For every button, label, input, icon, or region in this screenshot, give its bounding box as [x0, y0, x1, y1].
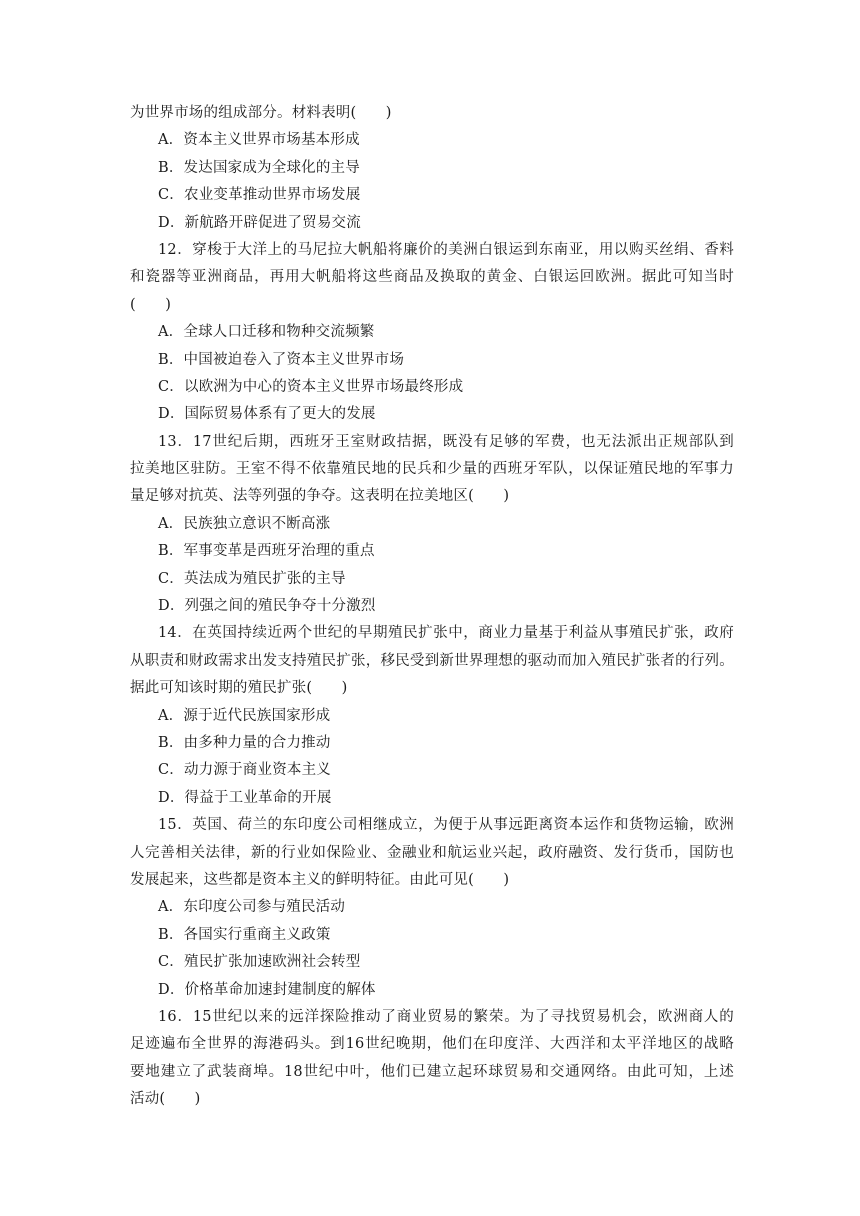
question-13-option-a: A．民族独立意识不断高涨 — [158, 515, 331, 532]
question-12-option-b: B．中国被迫卷入了资本主义世界市场 — [158, 351, 405, 368]
question-14-option-c: C．动力源于商业资本主义 — [158, 762, 331, 779]
question-12-option-c: C．以欧洲为中心的资本主义世界市场最终形成 — [158, 378, 464, 395]
question-13 — [130, 429, 734, 621]
question-13-stem-line-2: 拉美地区驻防。王室不得不依靠殖民地的民兵和少量的西班牙军队，以保证殖民地的军事力 — [130, 461, 734, 478]
question-15-option-d: D．价格革命加速封建制度的解体 — [158, 981, 376, 998]
question-15-option-b: B．各国实行重商主义政策 — [158, 926, 331, 943]
question-11-option-d: D．新航路开辟促进了贸易交流 — [158, 214, 361, 231]
question-13-option-c: C．英法成为殖民扩张的主导 — [158, 570, 346, 587]
question-13-stem-line-1: 13．17世纪后期，西班牙王室财政拮据，既没有足够的军费，也无法派出正规部队到 — [158, 433, 734, 450]
question-12-option-a: A．全球人口迁移和物种交流频繁 — [158, 324, 375, 341]
question-15-stem-line-2: 人完善相关法律，新的行业如保险业、金融业和航运业兴起，政府融资、发行货币，国防也 — [130, 844, 734, 861]
question-12-stem-line-2: 和瓷器等亚洲商品，再用大帆船将这些商品及换取的黄金、白银运回欧洲。据此可知当时 — [130, 269, 734, 286]
question-14-stem-line-2: 从职责和财政需求出发支持殖民扩张，移民受到新世界理想的驱动而加入殖民扩张者的行列。 — [130, 652, 734, 669]
question-14-stem-line-1: 14．在英国持续近两个世纪的早期殖民扩张中，商业力量基于利益从事殖民扩张，政府 — [158, 625, 734, 642]
question-15-stem-line-3: 发展起来，这些都是资本主义的鲜明特征。由此可见( ) — [130, 871, 510, 888]
question-16-stem-line-2: 足迹遍布全世界的海港码头。到16世纪晚期，他们在印度洋、大西洋和太平洋地区的战略 — [130, 1036, 734, 1053]
question-14 — [130, 620, 734, 812]
question-11-stem-line: 为世界市场的组成部分。材料表明( ) — [130, 105, 392, 121]
question-12-stem-line-3: ( ) — [130, 296, 172, 313]
question-12-option-d: D．国际贸易体系有了更大的发展 — [158, 406, 376, 423]
question-16 — [130, 1004, 734, 1114]
question-15-stem-line-1: 15．英国、荷兰的东印度公司相继成立，为便于从事远距离资本运作和货物运输，欧洲 — [158, 817, 734, 834]
exam-content — [130, 100, 734, 1113]
question-13-option-d: D．列强之间的殖民争夺十分激烈 — [158, 598, 376, 615]
question-11-option-c: C．农业变革推动世界市场发展 — [158, 187, 361, 204]
question-15 — [130, 812, 734, 1004]
question-13-stem-line-3: 量足够对抗英、法等列强的争夺。这表明在拉美地区( ) — [130, 488, 510, 505]
question-12-stem-line-1: 12．穿梭于大洋上的马尼拉大帆船将廉价的美洲白银运到东南亚，用以购买丝绢、香料 — [158, 241, 734, 258]
question-16-stem-line-4: 活动( ) — [130, 1091, 201, 1108]
question-16-stem-line-1: 16．15世纪以来的远洋探险推动了商业贸易的繁荣。为了寻找贸易机会，欧洲商人的 — [158, 1008, 734, 1025]
question-14-option-a: A．源于近代民族国家形成 — [158, 707, 331, 724]
question-16-stem-line-3: 要地建立了武装商埠。18世纪中叶，他们已建立起环球贸易和交通网络。由此可知，上述 — [130, 1063, 734, 1080]
question-13-option-b: B．军事变革是西班牙治理的重点 — [158, 543, 375, 560]
question-12 — [130, 237, 734, 429]
question-11-option-b: B．发达国家成为全球化的主导 — [158, 159, 360, 176]
question-15-option-c: C．殖民扩张加速欧洲社会转型 — [158, 954, 361, 971]
question-14-option-b: B．由多种力量的合力推动 — [158, 734, 331, 751]
question-11-continuation — [130, 100, 734, 237]
question-15-option-a: A．东印度公司参与殖民活动 — [158, 899, 346, 916]
question-11-option-a: A．资本主义世界市场基本形成 — [158, 132, 360, 149]
question-14-option-d: D．得益于工业革命的开展 — [158, 789, 332, 806]
question-14-stem-line-3: 据此可知该时期的殖民扩张( ) — [130, 680, 348, 697]
